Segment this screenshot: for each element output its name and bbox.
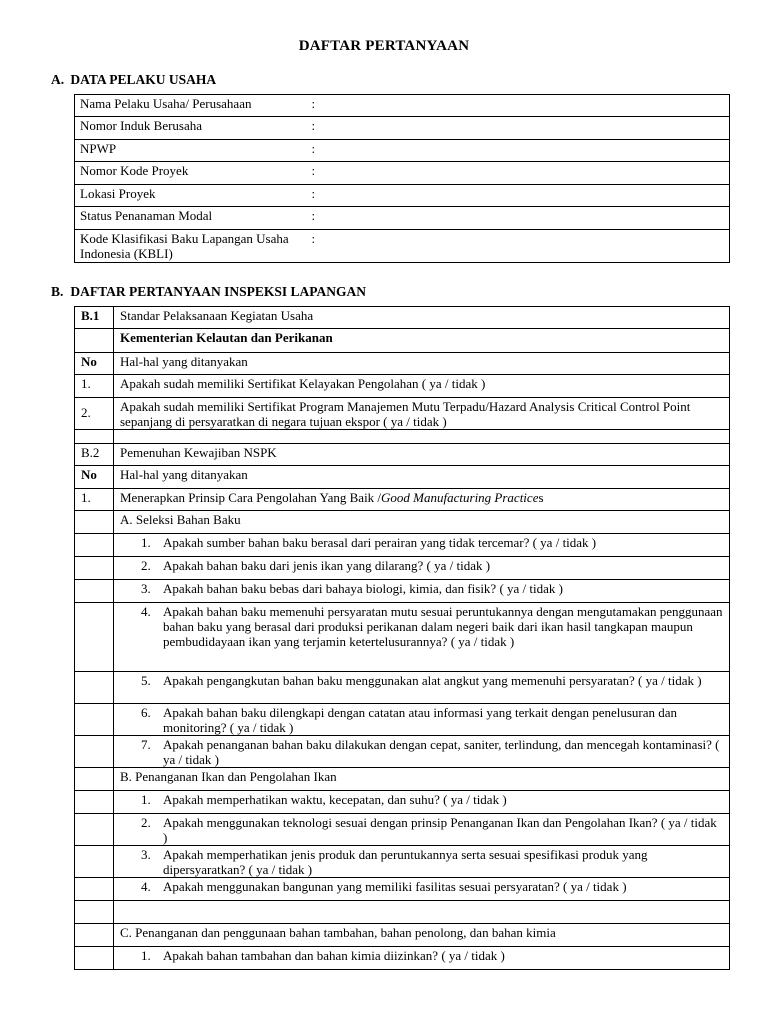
table-row xyxy=(75,95,730,117)
question-text: Apakah sumber bahan baku berasal dari perairan yang tidak tercemar? ( ya / tidak ) xyxy=(163,535,597,550)
question-text: Apakah penanganan bahan baku dilakukan dengan cepat, saniter, terlindung, dan mencegah kontaminasi? ( ya / tidak ) xyxy=(163,737,720,767)
question-number: 2. xyxy=(141,815,151,830)
table-row xyxy=(75,329,730,353)
section-a-letter: A. xyxy=(51,72,65,87)
item-number: 2. xyxy=(75,398,114,430)
question-text: Apakah menggunakan teknologi sesuai dengan prinsip Penanganan Ikan dan Pengolahan Ikan? ( ya / tidak ) xyxy=(163,815,717,845)
table-row xyxy=(75,353,730,375)
question-text: Apakah bahan baku dilengkapi dengan catatan atau informasi yang terkait dengan penelusuran dan monitoring? ( ya / tidak ) xyxy=(163,705,678,735)
question-number: 6. xyxy=(141,705,151,720)
question-item xyxy=(114,736,730,768)
item-number: 1. xyxy=(75,375,114,398)
field-label: Status Penanaman Modal xyxy=(75,207,306,230)
table-row xyxy=(75,901,730,924)
field-value[interactable]: : xyxy=(306,117,730,140)
table-row xyxy=(75,580,730,603)
section-b-title: DAFTAR PERTANYAAN INSPEKSI LAPANGAN xyxy=(70,284,367,299)
table-row xyxy=(75,375,730,398)
field-value[interactable]: : xyxy=(306,185,730,207)
question-item xyxy=(114,580,730,603)
item-text-italic: Good Manufacturing Practice xyxy=(381,490,539,505)
empty-cell xyxy=(75,736,114,768)
inspection-table xyxy=(74,306,730,970)
question-text: Apakah memperhatikan waktu, kecepatan, dan suhu? ( ya / tidak ) xyxy=(163,792,507,807)
question-number: 4. xyxy=(141,604,151,619)
question-text: Apakah menggunakan bangunan yang memiliki fasilitas sesuai persyaratan? ( ya / tidak ) xyxy=(163,879,627,894)
table-row xyxy=(75,736,730,768)
table-row xyxy=(75,444,730,466)
empty-cell xyxy=(75,791,114,814)
ministry-name: Kementerian Kelautan dan Perikanan xyxy=(114,329,730,353)
item-number: 1. xyxy=(75,489,114,511)
table-row xyxy=(75,307,730,329)
question-item xyxy=(114,791,730,814)
field-label: NPWP xyxy=(75,140,306,162)
no-header: No xyxy=(75,353,114,375)
table-row xyxy=(75,430,730,444)
question-text: Apakah bahan tambahan dan bahan kimia diizinkan? ( ya / tidak ) xyxy=(163,948,505,963)
field-value[interactable]: : xyxy=(306,207,730,230)
table-row xyxy=(75,230,730,263)
table-row xyxy=(75,814,730,846)
question-text: Apakah bahan baku bebas dari bahaya biologi, kimia, dan fisik? ( ya / tidak ) xyxy=(163,581,563,596)
empty-cell xyxy=(75,704,114,736)
table-row xyxy=(75,185,730,207)
table-row xyxy=(75,557,730,580)
table-row xyxy=(75,466,730,489)
field-label: Lokasi Proyek xyxy=(75,185,306,207)
question-number: 1. xyxy=(141,948,151,963)
question-item xyxy=(114,557,730,580)
empty-cell xyxy=(75,580,114,603)
table-row xyxy=(75,511,730,534)
empty-cell xyxy=(75,814,114,846)
empty-cell xyxy=(75,603,114,672)
question-item xyxy=(114,603,730,672)
empty-cell xyxy=(114,430,730,444)
group-title: C. Penanganan dan penggunaan bahan tambahan, bahan penolong, dan bahan kimia xyxy=(114,924,730,947)
table-row xyxy=(75,534,730,557)
section-title: Pemenuhan Kewajiban NSPK xyxy=(114,444,730,466)
question-text: Apakah memperhatikan jenis produk dan peruntukannya serta sesuai spesifikasi produk yang dipersyaratkan? ( ya / tidak ) xyxy=(163,847,648,877)
section-a-title: DATA PELAKU USAHA xyxy=(70,72,217,87)
section-code: B.1 xyxy=(75,307,114,329)
question-item xyxy=(114,814,730,846)
question-number: 7. xyxy=(141,737,151,752)
section-title: Standar Pelaksanaan Kegiatan Usaha xyxy=(114,307,730,329)
item-text: Apakah sudah memiliki Sertifikat Program Manajemen Mutu Terpadu/Hazard Analysis Critical Control Point sepanjang di persyaratkan di negara tujuan ekspor ( ya / tidak ) xyxy=(114,398,730,430)
empty-cell xyxy=(75,329,114,353)
section-b-letter: B. xyxy=(51,284,64,299)
question-item xyxy=(114,672,730,704)
no-header: No xyxy=(75,466,114,489)
table-row xyxy=(75,791,730,814)
field-value[interactable]: : xyxy=(306,95,730,117)
question-number: 3. xyxy=(141,581,151,596)
question-item xyxy=(114,947,730,970)
question-header: Hal-hal yang ditanyakan xyxy=(114,353,730,375)
item-text-plain: Menerapkan Prinsip Cara Pengolahan Yang Baik / xyxy=(120,490,382,505)
group-title: B. Penanganan Ikan dan Pengolahan Ikan xyxy=(114,768,730,791)
table-row xyxy=(75,140,730,162)
question-number: 4. xyxy=(141,879,151,894)
question-text: Apakah pengangkutan bahan baku menggunakan alat angkut yang memenuhi persyaratan? ( ya / tidak ) xyxy=(163,673,702,688)
empty-cell xyxy=(75,846,114,878)
question-item xyxy=(114,846,730,878)
table-row xyxy=(75,398,730,430)
table-row xyxy=(75,117,730,140)
table-row xyxy=(75,489,730,511)
question-item xyxy=(114,878,730,901)
empty-cell xyxy=(75,768,114,791)
question-item xyxy=(114,704,730,736)
item-text: Apakah sudah memiliki Sertifikat Kelayakan Pengolahan ( ya / tidak ) xyxy=(114,375,730,398)
question-number: 1. xyxy=(141,535,151,550)
table-row xyxy=(75,672,730,704)
question-text: Apakah bahan baku dari jenis ikan yang dilarang? ( ya / tidak ) xyxy=(163,558,491,573)
question-text: Apakah bahan baku memenuhi persyaratan mutu sesuai peruntukannya dengan mengutamakan penggunaan bahan baku yang berasal dari produksi perikanan dalam negeri baik dari ikan hasil tangkapan maupun pembudidayaan ikan yang terjamin ketertelusurannya? ( ya / tidak ) xyxy=(163,604,723,649)
field-value[interactable]: : xyxy=(306,162,730,185)
field-label: Nama Pelaku Usaha/ Perusahaan xyxy=(75,95,306,117)
field-label: Nomor Induk Berusaha xyxy=(75,117,306,140)
table-row xyxy=(75,768,730,791)
field-value[interactable]: : xyxy=(306,230,730,263)
table-row xyxy=(75,603,730,672)
empty-cell xyxy=(75,430,114,444)
business-data-table xyxy=(74,94,730,263)
table-row xyxy=(75,162,730,185)
empty-cell xyxy=(75,901,114,924)
table-row xyxy=(75,704,730,736)
empty-cell xyxy=(75,534,114,557)
empty-cell xyxy=(75,511,114,534)
empty-cell xyxy=(75,924,114,947)
question-item xyxy=(114,534,730,557)
question-number: 2. xyxy=(141,558,151,573)
empty-cell xyxy=(75,878,114,901)
field-label: Kode Klasifikasi Baku Lapangan Usaha Indonesia (KBLI) xyxy=(75,230,306,263)
question-number: 1. xyxy=(141,792,151,807)
table-row xyxy=(75,878,730,901)
page-title: DAFTAR PERTANYAAN xyxy=(298,38,470,54)
item-text xyxy=(114,489,730,511)
section-a-heading xyxy=(51,72,216,88)
empty-cell xyxy=(75,947,114,970)
group-title: A. Seleksi Bahan Baku xyxy=(114,511,730,534)
table-row xyxy=(75,846,730,878)
question-number: 3. xyxy=(141,847,151,862)
empty-cell xyxy=(75,557,114,580)
question-header: Hal-hal yang ditanyakan xyxy=(114,466,730,489)
empty-cell xyxy=(114,901,730,924)
table-row xyxy=(75,947,730,970)
table-row xyxy=(75,924,730,947)
section-b-heading xyxy=(51,284,366,300)
empty-cell xyxy=(75,672,114,704)
field-value[interactable]: : xyxy=(306,140,730,162)
question-number: 5. xyxy=(141,673,151,688)
section-code: B.2 xyxy=(75,444,114,466)
item-text-suffix: s xyxy=(538,490,544,505)
table-row xyxy=(75,207,730,230)
field-label: Nomor Kode Proyek xyxy=(75,162,306,185)
